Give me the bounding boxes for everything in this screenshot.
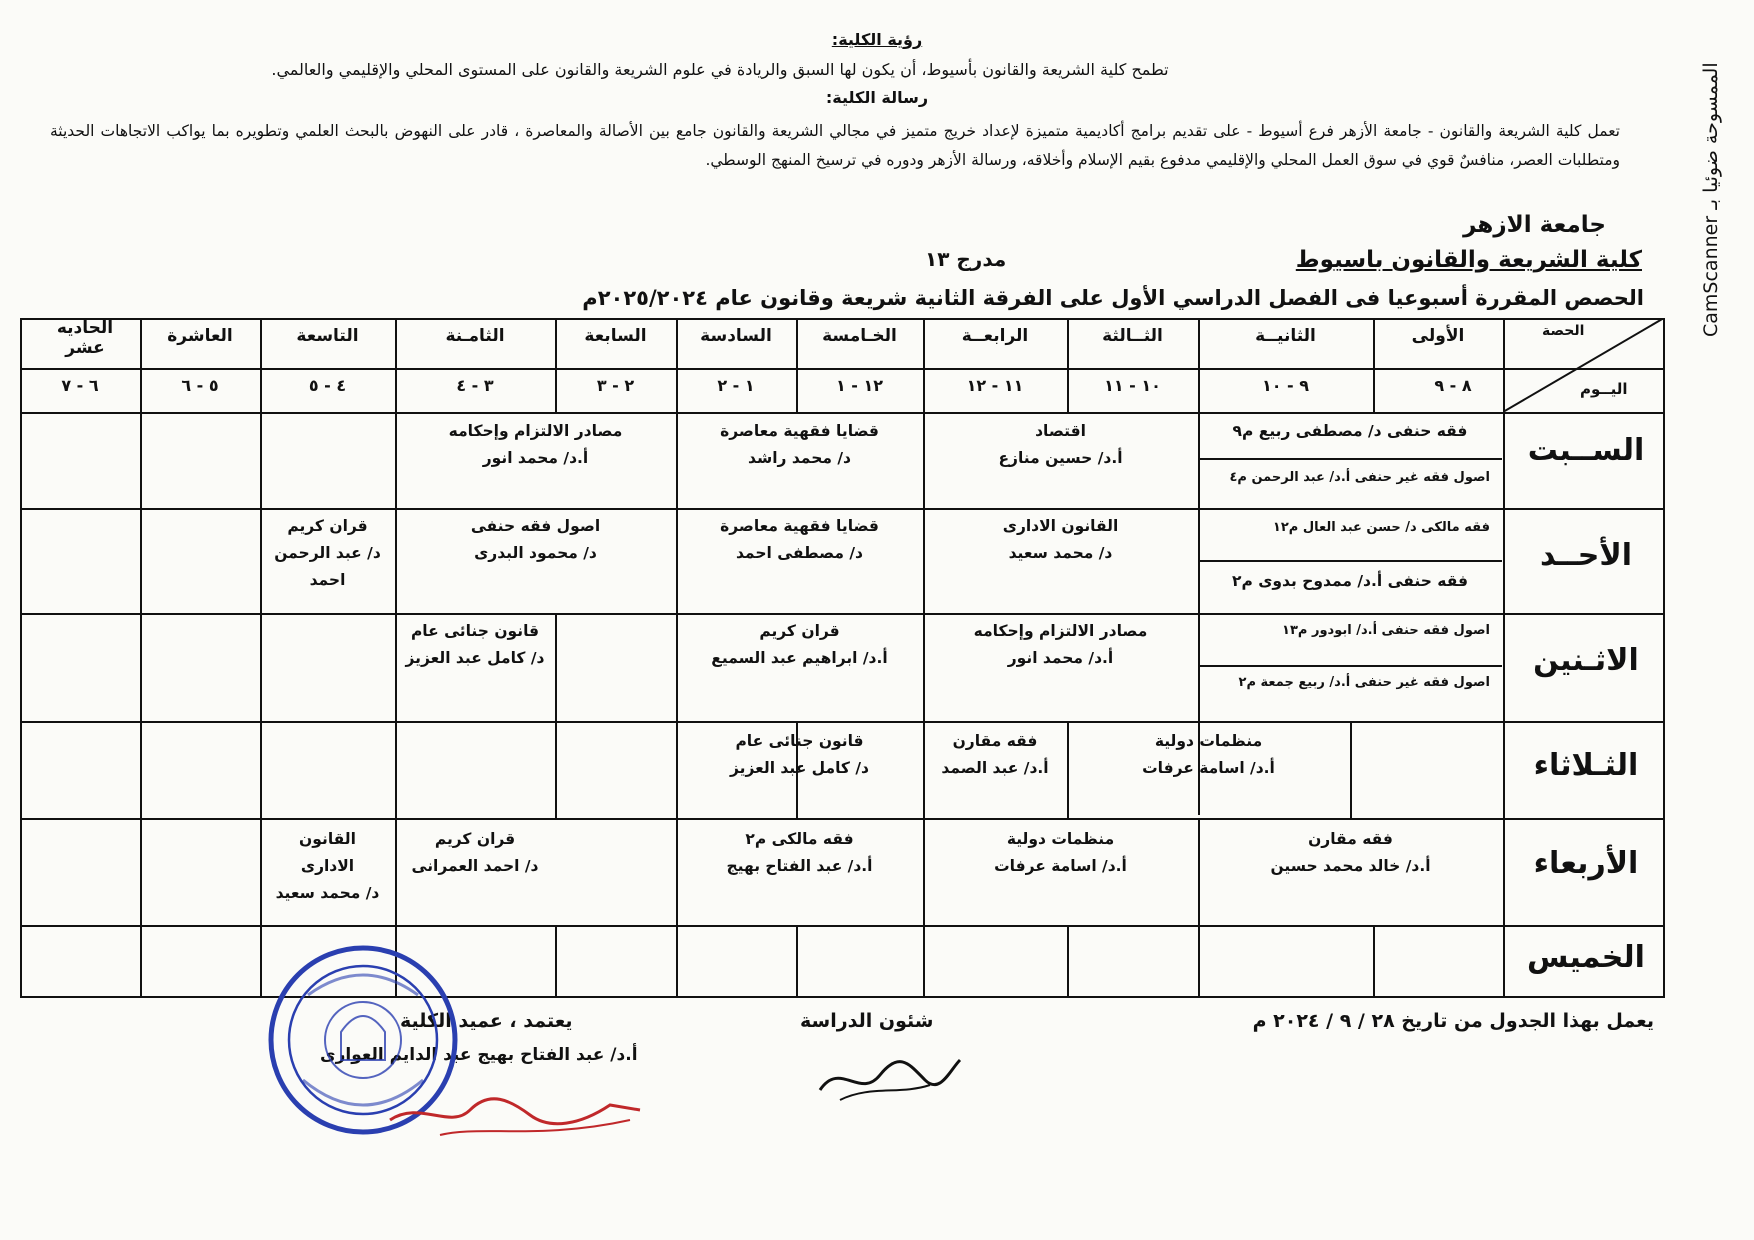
university-name: جامعة الازهر bbox=[1463, 212, 1606, 238]
course-title: فقه مقارن bbox=[952, 732, 1038, 750]
faculty-name: كلية الشريعة والقانون باسيوط bbox=[1295, 247, 1642, 273]
course-instructor: أ.د/ عبد الصمد bbox=[941, 759, 1049, 777]
mon-slot2-course-b: اصول فقه غير حنفى أ.د/ ربيع جمعة م٢ bbox=[1238, 675, 1490, 690]
wed-slot9-course bbox=[260, 826, 395, 907]
mission-title: رسالة الكلية: bbox=[825, 88, 929, 107]
course-title: قران كريم bbox=[434, 830, 516, 848]
sat-slot2-course-b: اصول فقه غير حنفى أ.د/ عبد الرحمن م٤ bbox=[1229, 470, 1490, 485]
course-title: مصادر الالتزام وإحكامه bbox=[448, 422, 623, 440]
course-instructor: د/ كامل عبد العزيز bbox=[405, 649, 545, 667]
sat-slot56-course bbox=[676, 418, 923, 472]
vision-text: تطمح كلية الشريعة والقانون بأسيوط، أن يكون لها السبق والريادة في علوم الشريعة والقانون على المستوى المحلي والإقليمي والعالمي. bbox=[271, 60, 1169, 79]
day-wednesday: الأربعاء bbox=[1533, 846, 1639, 881]
affairs-signature bbox=[810, 1050, 970, 1110]
day-saturday: الســبت bbox=[1527, 433, 1645, 468]
course-instructor: د/ عبد الرحمن bbox=[274, 544, 381, 562]
day-tuesday: الثـلاثاء bbox=[1533, 748, 1639, 783]
sun-slot2-course-a: فقه مالكى د/ حسن عبد العال م١٢ bbox=[1272, 520, 1490, 535]
course-title: منظمات دولية bbox=[1006, 830, 1115, 848]
course-title: القانون bbox=[299, 830, 356, 848]
slot-1-name: الأولى bbox=[1411, 326, 1465, 346]
schedule-table bbox=[20, 318, 1664, 998]
course-title: اقتصاد bbox=[1035, 422, 1086, 440]
wed-slot8-course bbox=[395, 826, 555, 880]
header-divider bbox=[20, 368, 1664, 370]
course-instructor: أ.د/ ابراهيم عبد السميع bbox=[711, 649, 888, 667]
course-title: قضايا فقهية معاصرة bbox=[720, 517, 879, 535]
slot-3-name: الثــالثة bbox=[1102, 326, 1163, 346]
slot-4-name: الرابعــة bbox=[961, 326, 1029, 346]
sun-slot78-course bbox=[395, 513, 676, 567]
slot-4-time: ١١ - ١٢ bbox=[966, 376, 1024, 395]
mon-slot56-course bbox=[676, 618, 923, 672]
study-affairs-label: شئون الدراسة bbox=[800, 1010, 934, 1032]
course-instructor: أ.د/ اسامة عرفات bbox=[1142, 759, 1275, 777]
day-monday: الاثـنين bbox=[1533, 643, 1639, 678]
mission-text: تعمل كلية الشريعة والقانون - جامعة الأزهر فرع أسيوط - على تقديم برامج أكاديمية متميزة لإعداد خريج متميز في مجالي الشريعة والقانون جامع بين الأصالة والمعاصرة ، قادر على النهوض بالبحث العلمي وتطويره بما يواكب الاتجاهات الحديثة ومتطلبات العصر، منافسٌ قوي في سوق العمل المحلي والإقليمي مدفوع بقيم الإسلام وأخلاقه، ورسالة الأزهر ودوره في ترسيخ المنهج الوسطي. bbox=[50, 122, 1620, 169]
sun-slot2-course-b: فقه حنفى أ.د/ ممدوح بدوى م٢ bbox=[1231, 572, 1469, 590]
day-thursday: الخميس bbox=[1527, 940, 1645, 975]
slot-3-time: ١٠ - ١١ bbox=[1104, 376, 1161, 395]
course-instructor: د/ محمد سعيد bbox=[1008, 544, 1113, 562]
course-title: فقه مقارن bbox=[1308, 830, 1393, 848]
sun-slot56-course bbox=[676, 513, 923, 567]
wed-slot12-course bbox=[1198, 826, 1503, 880]
slot-1-time: ٨ - ٩ bbox=[1434, 376, 1472, 395]
slot-6-time: ١ - ٢ bbox=[717, 376, 755, 395]
effective-date: يعمل بهذا الجدول من تاريخ ٢٨ / ٩ / ٢٠٢٤ م bbox=[1252, 1010, 1654, 1032]
scanner-watermark: CamScanner الممسوحة ضوئيا بـ bbox=[1700, 62, 1722, 338]
slot-8-time: ٣ - ٤ bbox=[456, 376, 494, 395]
course-instructor: أ.د/ محمد انور bbox=[482, 449, 589, 467]
dean-approval-label: يعتمد ، عميد الكلية bbox=[400, 1010, 573, 1032]
vision-title: رؤية الكلية: bbox=[831, 30, 923, 49]
tue-slot56-course bbox=[676, 728, 923, 782]
slot-9-name: التاسعة bbox=[296, 326, 359, 346]
sun-slot34-course bbox=[923, 513, 1198, 567]
schedule-subtitle: الحصص المقررة أسبوعيا فى الفصل الدراسي الأول على الفرقة الثانية شريعة وقانون عام ٢٠٢٥/٢٠٢٤م bbox=[582, 286, 1644, 310]
course-instructor: د/ محمود البدرى bbox=[474, 544, 597, 562]
dean-signature bbox=[380, 1080, 650, 1150]
wed-slot34-course bbox=[923, 826, 1198, 880]
course-instructor: د/ كامل عبد العزيز bbox=[730, 759, 869, 777]
slot-10-time: ٥ - ٦ bbox=[181, 376, 219, 395]
course-title: قضايا فقهية معاصرة bbox=[720, 422, 879, 440]
course-instructor: أ.د/ حسين منازع bbox=[998, 449, 1123, 467]
slot-8-name: الثامـنة bbox=[445, 326, 505, 346]
course-instructor: أ.د/ عبد الفتاح بهيج bbox=[726, 857, 873, 875]
slot-7-time: ٢ - ٣ bbox=[596, 376, 635, 395]
slot-2-name: الثانيــة bbox=[1255, 326, 1316, 346]
course-title: فقه مالكى م٢ bbox=[745, 830, 854, 848]
dean-name: أ.د/ عبد الفتاح بهيج عبد الدايم العوارى bbox=[320, 1045, 638, 1065]
sat-slot78-course bbox=[395, 418, 676, 472]
slot-9-time: ٤ - ٥ bbox=[308, 376, 347, 395]
course-title: اصول فقه حنفى bbox=[470, 517, 601, 535]
course-instructor: أ.د/ اسامة عرفات bbox=[994, 857, 1127, 875]
tue-slot23-course bbox=[1067, 728, 1350, 782]
slot-5-time: ١٢ - ١ bbox=[835, 376, 884, 395]
course-instructor-cont: احمد bbox=[309, 571, 346, 589]
course-title: قران كريم bbox=[287, 517, 368, 535]
slot-6-name: السادسة bbox=[700, 326, 772, 346]
hall-label: مدرج ١٣ bbox=[925, 247, 1007, 271]
sat-slot2-course-a: فقه حنفى د/ مصطفى ربيع م٩ bbox=[1232, 422, 1468, 440]
slot-10-name: العاشرة bbox=[167, 326, 233, 346]
course-title: قانون جنائى عام bbox=[410, 622, 540, 640]
wed-slot56-course bbox=[676, 826, 923, 880]
course-title: القانون الادارى bbox=[1002, 517, 1119, 535]
course-title: قران كريم bbox=[759, 622, 840, 640]
slot-11-time: ٦ - ٧ bbox=[61, 376, 99, 395]
slot-11-name: الحاديه عشر bbox=[56, 318, 114, 358]
sun-slot9-course bbox=[260, 513, 395, 594]
slot-2-time: ٩ - ١٠ bbox=[1261, 376, 1310, 395]
course-instructor: أ.د/ محمد انور bbox=[1007, 649, 1114, 667]
mon-slot34-course bbox=[923, 618, 1198, 672]
slot-7-name: السابعة bbox=[584, 326, 647, 346]
course-title: منظمات دولية bbox=[1154, 732, 1263, 750]
day-sunday: الأحــد bbox=[1539, 538, 1633, 573]
corner-day-label: اليــوم bbox=[1580, 380, 1628, 398]
sat-slot34-course bbox=[923, 418, 1198, 472]
course-instructor: د/ محمد راشد bbox=[748, 449, 851, 467]
course-instructor: د/ محمد سعيد bbox=[275, 884, 380, 902]
tue-slot4-course bbox=[923, 728, 1067, 782]
slot-5-name: الخـامسة bbox=[822, 326, 897, 346]
course-title-cont: الادارى bbox=[300, 857, 355, 875]
course-instructor: د/ مصطفى احمد bbox=[735, 544, 864, 562]
course-instructor: أ.د/ خالد محمد حسين bbox=[1270, 857, 1431, 875]
corner-period-label: الحصة bbox=[1542, 323, 1585, 339]
course-instructor: د/ احمد العمرانى bbox=[411, 857, 539, 875]
mon-slot8-course bbox=[395, 618, 555, 672]
course-title: مصادر الالتزام وإحكامه bbox=[973, 622, 1148, 640]
course-title: قانون جنائى عام bbox=[735, 732, 864, 750]
mon-slot2-course-a: اصول فقه حنفى أ.د/ ابودور م١٣ bbox=[1282, 623, 1490, 638]
